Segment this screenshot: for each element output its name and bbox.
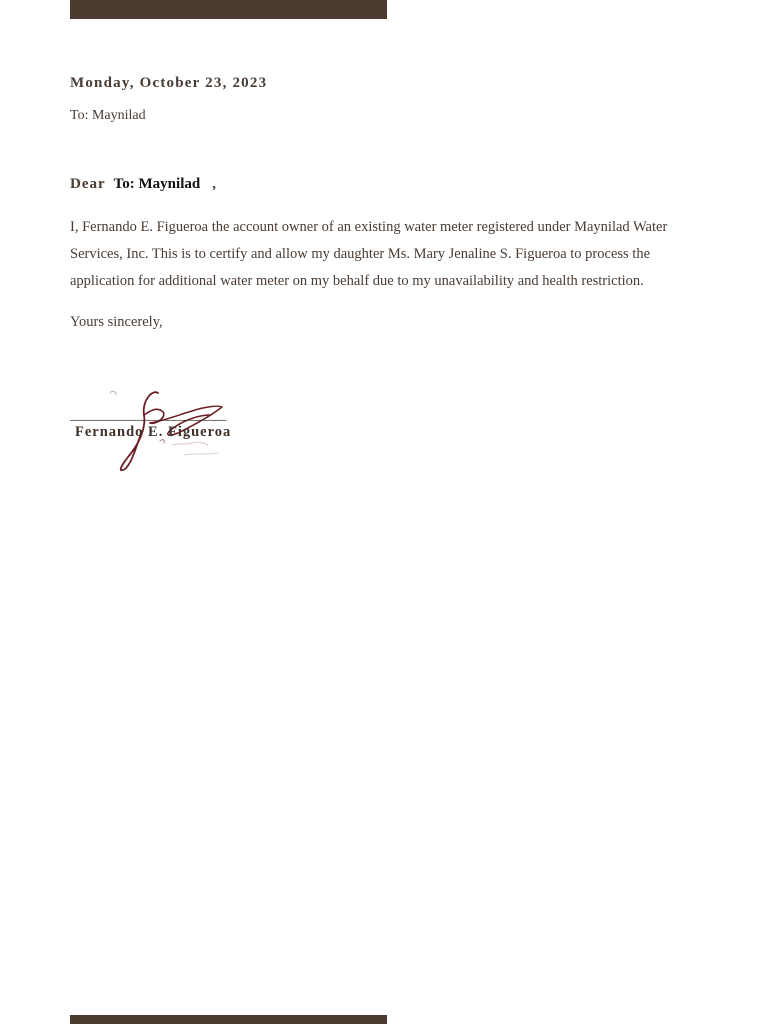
closing-line: Yours sincerely, [70, 314, 163, 330]
header-accent-bar [70, 0, 387, 19]
salutation [70, 176, 216, 193]
salutation-name: To: Maynilad [113, 176, 201, 192]
salutation-word: Dear [70, 176, 106, 192]
recipient-line: To: Maynilad [70, 108, 146, 123]
salutation-comma: , [212, 176, 216, 192]
letter-date: Monday, October 23, 2023 [70, 75, 268, 91]
letter-body: I, Fernando E. Figueroa the account owner of an existing water meter registered under Maynilad Water Services, Inc. This is to certify and allow my daughter Ms. Mary Jenaline S. Figueroa to process the application for additional water meter on my behalf due to my unavailability and health restriction. [70, 219, 668, 289]
signer-name: Fernando E. Figueroa [75, 424, 232, 440]
footer-accent-bar [70, 1015, 387, 1024]
signature-line: ________________________ [70, 408, 226, 423]
